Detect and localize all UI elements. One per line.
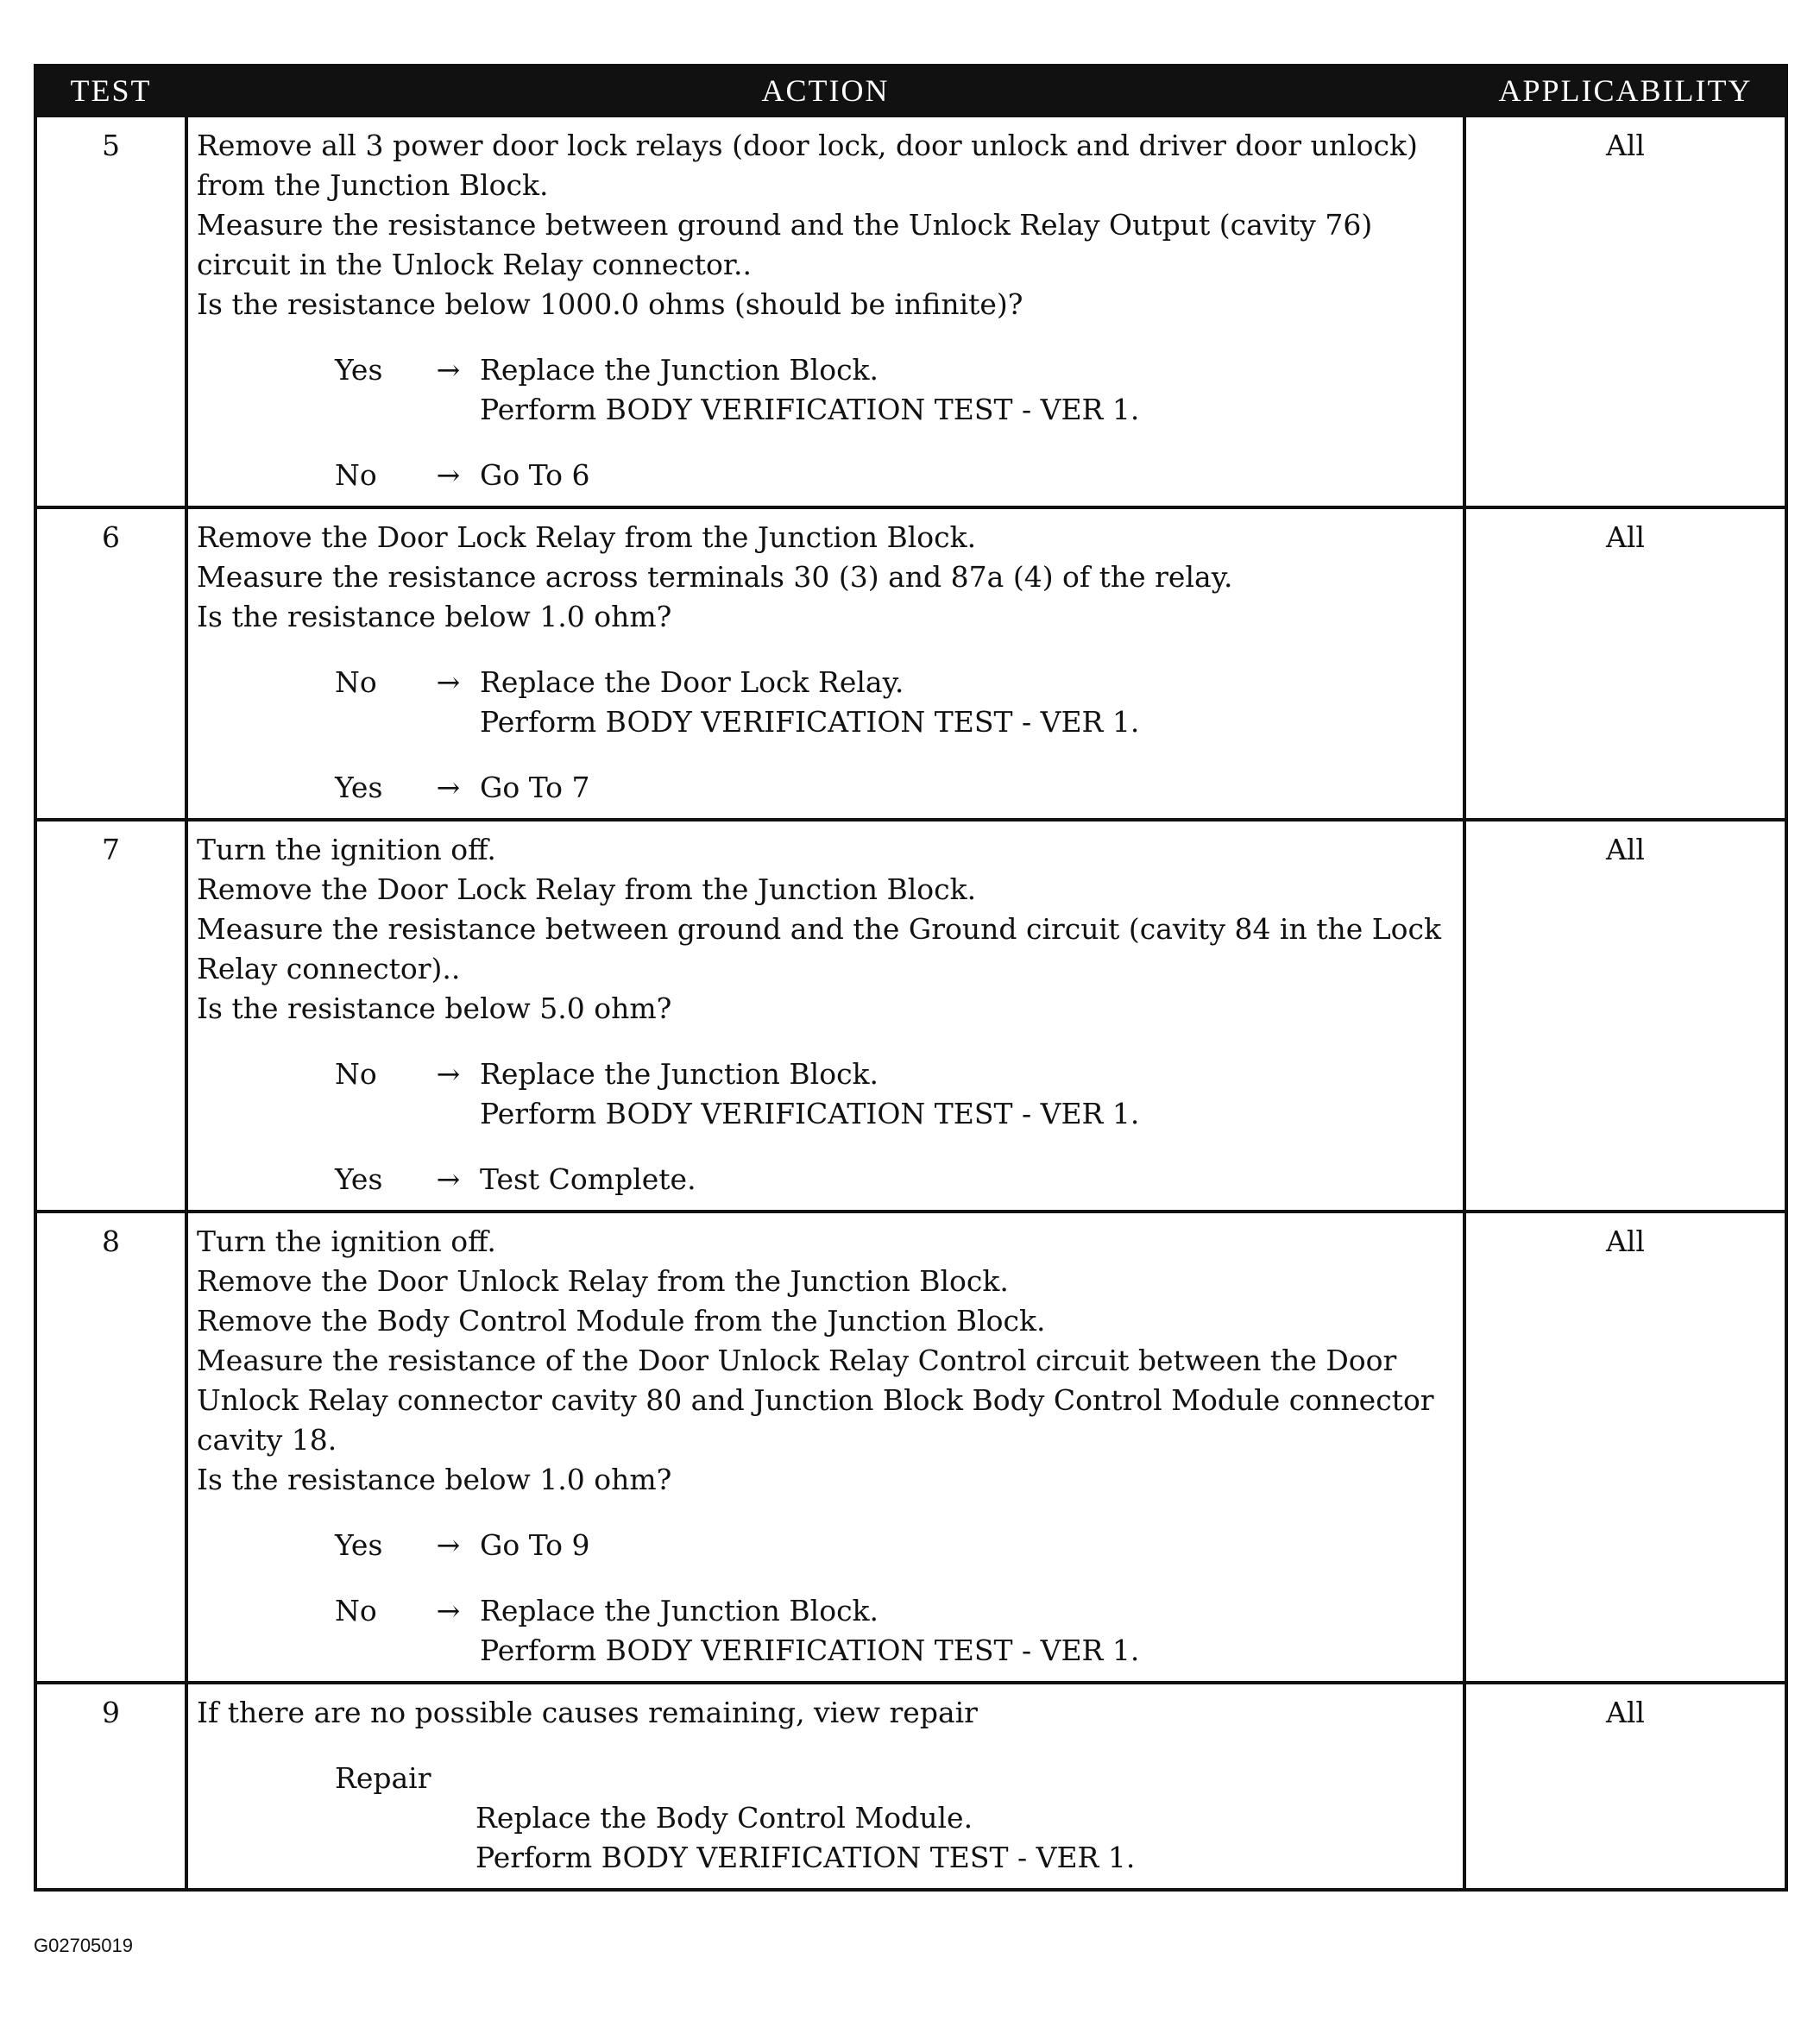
result-instructions bbox=[480, 1526, 1454, 1565]
arrow-icon: → bbox=[436, 458, 461, 492]
action-step: Unlock Relay connector cavity 80 and Junction Block Body Control Module connector bbox=[197, 1383, 1434, 1417]
test-number: 9 bbox=[35, 1683, 186, 1890]
action-step: Relay connector).. bbox=[197, 952, 461, 985]
arrow-icon: → bbox=[436, 771, 461, 804]
result-answer: No bbox=[335, 458, 377, 492]
action-step: Measure the resistance between ground and the Unlock Relay Output (cavity 76) bbox=[197, 208, 1373, 242]
action-step: from the Junction Block. bbox=[197, 168, 549, 202]
result-instructions bbox=[480, 350, 1454, 430]
result-instructions bbox=[480, 663, 1454, 742]
diagnostic-test-table bbox=[34, 64, 1788, 1892]
arrow-icon: → bbox=[436, 1162, 461, 1196]
result-answer: No bbox=[335, 1594, 377, 1627]
action-step: cavity 18. bbox=[197, 1423, 337, 1457]
action-cell bbox=[186, 1683, 1464, 1890]
result-instruction: Perform BODY VERIFICATION TEST - VER 1. bbox=[480, 705, 1140, 739]
repair-instruction: Perform BODY VERIFICATION TEST - VER 1. bbox=[475, 1841, 1136, 1874]
arrow-icon: → bbox=[436, 353, 461, 387]
arrow-icon: → bbox=[436, 1057, 461, 1091]
table-row bbox=[35, 820, 1786, 1212]
test-number: 5 bbox=[35, 116, 186, 507]
result-instructions bbox=[480, 456, 1454, 495]
action-step: Measure the resistance between ground and the Ground circuit (cavity 84 in the Lock bbox=[197, 912, 1442, 946]
table-row bbox=[35, 116, 1786, 507]
header-action: ACTION bbox=[186, 66, 1464, 116]
result-answer: Yes bbox=[335, 1528, 383, 1562]
result-instruction: Replace the Junction Block. bbox=[480, 1594, 879, 1627]
test-number: 7 bbox=[35, 820, 186, 1212]
repair-block bbox=[197, 1759, 1454, 1878]
result-branch bbox=[197, 456, 1454, 495]
repair-label: Repair bbox=[335, 1761, 431, 1795]
result-instructions bbox=[480, 768, 1454, 808]
table-row bbox=[35, 1212, 1786, 1683]
action-step: If there are no possible causes remaining, view repair bbox=[197, 1696, 978, 1729]
header-applicability: APPLICABILITY bbox=[1464, 66, 1786, 116]
table-body bbox=[35, 116, 1786, 1890]
result-answer: Yes bbox=[335, 771, 383, 804]
result-branch bbox=[197, 768, 1454, 808]
action-step: Turn the ignition off. bbox=[197, 833, 496, 866]
result-instruction: Perform BODY VERIFICATION TEST - VER 1. bbox=[480, 393, 1140, 426]
test-number: 6 bbox=[35, 507, 186, 820]
arrow-icon: → bbox=[436, 1594, 461, 1627]
header-test: TEST bbox=[35, 66, 186, 116]
result-branch bbox=[197, 1591, 1454, 1671]
repair-instruction: Replace the Body Control Module. bbox=[475, 1801, 973, 1835]
result-branch bbox=[197, 1160, 1454, 1199]
action-step: Is the resistance below 1.0 ohm? bbox=[197, 1463, 672, 1496]
action-step: Remove the Door Unlock Relay from the Junction Block. bbox=[197, 1264, 1009, 1298]
applicability-value: All bbox=[1464, 1683, 1786, 1890]
figure-id: G02705019 bbox=[34, 1935, 133, 1956]
action-step: Is the resistance below 1.0 ohm? bbox=[197, 600, 672, 633]
action-step: circuit in the Unlock Relay connector.. bbox=[197, 248, 753, 281]
result-branch bbox=[197, 350, 1454, 430]
result-instruction: Perform BODY VERIFICATION TEST - VER 1. bbox=[480, 1097, 1140, 1130]
table-header-row bbox=[35, 66, 1786, 116]
result-instruction: Perform BODY VERIFICATION TEST - VER 1. bbox=[480, 1634, 1140, 1667]
result-branch bbox=[197, 1054, 1454, 1134]
result-answer: No bbox=[335, 1057, 377, 1091]
applicability-value: All bbox=[1464, 820, 1786, 1212]
result-instruction: Replace the Junction Block. bbox=[480, 353, 879, 387]
arrow-icon: → bbox=[436, 665, 461, 699]
result-instructions bbox=[480, 1160, 1454, 1199]
repair-instructions bbox=[335, 1798, 1454, 1878]
table-row bbox=[35, 1683, 1786, 1890]
action-step: Remove the Body Control Module from the Junction Block. bbox=[197, 1304, 1046, 1338]
action-step: Remove the Door Lock Relay from the Junction Block. bbox=[197, 520, 977, 554]
action-cell bbox=[186, 116, 1464, 507]
result-instruction: Go To 6 bbox=[480, 458, 590, 492]
action-step: Is the resistance below 1000.0 ohms (should be infinite)? bbox=[197, 287, 1023, 321]
action-step: Is the resistance below 5.0 ohm? bbox=[197, 991, 672, 1025]
applicability-value: All bbox=[1464, 507, 1786, 820]
result-instruction: Test Complete. bbox=[480, 1162, 696, 1196]
action-cell bbox=[186, 1212, 1464, 1683]
table-row bbox=[35, 507, 1786, 820]
action-step: Turn the ignition off. bbox=[197, 1224, 496, 1258]
result-answer: Yes bbox=[335, 1162, 383, 1196]
result-instructions bbox=[480, 1591, 1454, 1671]
result-instruction: Go To 7 bbox=[480, 771, 590, 804]
action-step: Measure the resistance of the Door Unlock Relay Control circuit between the Door bbox=[197, 1344, 1397, 1377]
action-step: Measure the resistance across terminals 30 (3) and 87a (4) of the relay. bbox=[197, 560, 1233, 594]
result-instruction: Go To 9 bbox=[480, 1528, 590, 1562]
test-number: 8 bbox=[35, 1212, 186, 1683]
result-branch bbox=[197, 663, 1454, 742]
result-instruction: Replace the Junction Block. bbox=[480, 1057, 879, 1091]
result-answer: Yes bbox=[335, 353, 383, 387]
result-instructions bbox=[480, 1054, 1454, 1134]
action-step: Remove the Door Lock Relay from the Junction Block. bbox=[197, 872, 977, 906]
applicability-value: All bbox=[1464, 116, 1786, 507]
result-instruction: Replace the Door Lock Relay. bbox=[480, 665, 904, 699]
action-cell bbox=[186, 820, 1464, 1212]
action-step: Remove all 3 power door lock relays (door lock, door unlock and driver door unlock) bbox=[197, 129, 1418, 162]
arrow-icon: → bbox=[436, 1528, 461, 1562]
action-cell bbox=[186, 507, 1464, 820]
applicability-value: All bbox=[1464, 1212, 1786, 1683]
result-answer: No bbox=[335, 665, 377, 699]
result-branch bbox=[197, 1526, 1454, 1565]
